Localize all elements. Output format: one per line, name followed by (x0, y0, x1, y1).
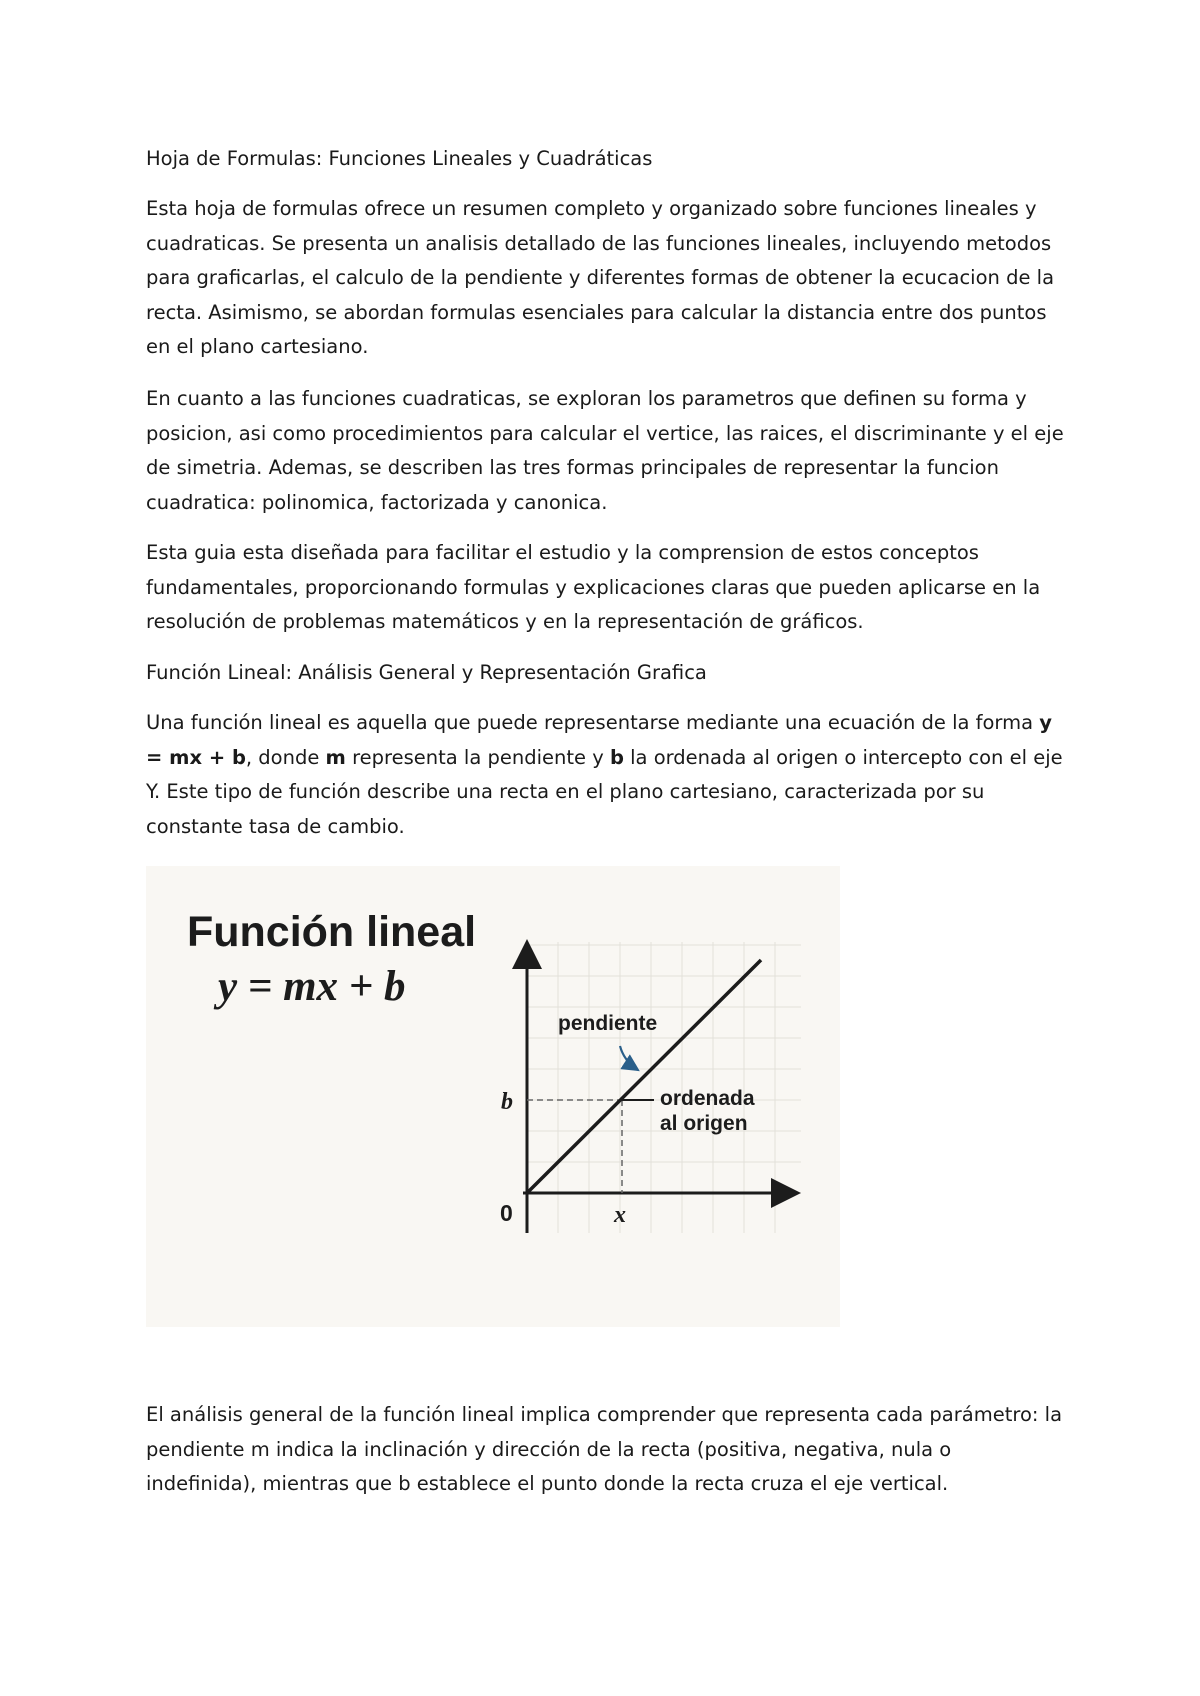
paragraph-text: En cuanto a las funciones cuadraticas, se exploran los parametros que definen su forma y posicion, asi como procedimientos para calcular el vertice, las raices, el discriminante y el eje de simetria. Ademas, se describen las tres formas principales de representar la funcion cuadratica: polinomica, factorizada y canonica. (146, 387, 1064, 514)
paragraph-text: Esta guia esta diseñada para facilitar el estudio y la comprension de estos conceptos fundamentales, proporcionando formulas y explicaciones claras que pueden aplicarse en la resolución de problemas matemáticos y en la representación de gráficos. (146, 541, 1041, 633)
text-span: Una función lineal es aquella que puede representarse mediante una ecuación de la forma (146, 711, 1040, 734)
x-axis-label: x (614, 1202, 626, 1228)
section-heading: Función Lineal: Análisis General y Representación Grafica (146, 661, 707, 684)
closing-paragraph (146, 1398, 1066, 1502)
slope-label: pendiente (558, 1012, 658, 1035)
intercept-label-line2: al origen (660, 1112, 748, 1135)
m-bold: m (325, 745, 346, 769)
text-span: , donde (245, 745, 326, 769)
b-axis-label: b (501, 1089, 513, 1115)
paragraph-text: Esta hoja de formulas ofrece un resumen completo y organizado sobre funciones lineales y cuadraticas. Se presenta un analisis detallado de las funciones lineales, incluyendo metodos para graficarlas, el calculo de la pendiente y diferentes formas de obtener la ecucacion de la recta. Asimismo, se abordan formulas esenciales para calcular la distancia entre dos puntos en el plano cartesiano. (146, 197, 1055, 358)
intro-paragraph-2 (146, 382, 1066, 520)
slope-arrow (620, 1046, 638, 1070)
text-span: representa la pendiente y (345, 745, 610, 769)
equation-bold: y = mx + b (146, 711, 1052, 769)
intercept-label-line1: ordenada (660, 1087, 755, 1110)
origin-label: 0 (500, 1200, 513, 1226)
b-bold: b (609, 745, 624, 769)
intro-paragraph-1 (146, 192, 1066, 365)
linear-function-figure (146, 866, 840, 1327)
paragraph-text: El análisis general de la función lineal implica comprender que representa cada parámetro: la pendiente m indica la inclinación y dirección de la recta (positiva, negativa, nula o indefinida), mientras que b establece el punto donde la recta cruza el eje vertical. (146, 1403, 1063, 1495)
figure-title: Función lineal (187, 908, 477, 956)
linear-function-diagram (146, 866, 840, 1327)
linear-function-paragraph (146, 706, 1066, 844)
intro-paragraph-3 (146, 536, 1066, 640)
document-title: Hoja de Formulas: Funciones Lineales y Cuadráticas (146, 147, 653, 170)
text-span: la ordenada al origen o intercepto con el eje Y. Este tipo de función describe una recta en el plano cartesiano, caracterizada por su constante tasa de cambio. (146, 745, 1063, 838)
figure-equation: y = mx + b (218, 963, 406, 1010)
linear-function-line (527, 960, 761, 1193)
